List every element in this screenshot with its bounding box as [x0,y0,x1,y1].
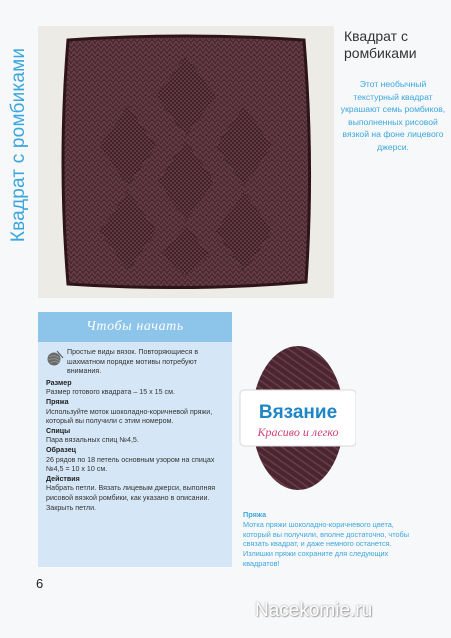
info-section [46,379,224,398]
section-heading: Размер [46,378,72,387]
section-heading: Пряжа [46,397,69,406]
yarn-skein-image [236,338,356,498]
info-box [38,312,232,567]
vertical-title [6,20,32,270]
section-title: Квадрат с ромбиками [344,28,417,61]
intro-text: Простые виды вязок. Повторяющиеся в шахматном порядке мотивы потребуют внимания. [67,348,199,376]
section-description: Этот необычный текстурный квадрат украшают семь ромбиков, выполненных рисовой вязкой на фоне лицевого джерси. [340,79,446,152]
watermark: Nacekomie.ru [255,600,373,621]
yarn-caption-heading: Пряжа [243,510,267,519]
section-text: Набрать петли. Вязать лицевым джерси, выполняя рисовой вязкой ромбики, как указано в описании. Закрыть петли. [46,484,216,512]
section-heading: Образец [46,445,77,454]
yarn-caption-text: Мотка пряжи шоколадно-коричневого цвета, который вы получили, вполне достаточно, чтобы связать квадрат, и даже немного останется. Излишки пряжи сохраните для следующих квадратов! [243,519,409,568]
yarn-caption [243,510,423,569]
section-text: Пара вязальных спиц №4,5. [46,436,139,445]
section-text: 26 рядов по 18 петель основным узором на спицах №4,5 = 10 х 10 см. [46,455,215,474]
section-heading: Действия [46,474,80,483]
info-box-body [38,342,232,513]
info-box-header: Чтобы начать [38,312,232,342]
info-section [46,475,224,513]
knitted-square-photo [38,26,334,298]
vertical-title-text: Квадрат с ромбиками [8,47,29,243]
info-section [46,427,224,446]
intro-row [46,348,224,377]
section-heading: Спицы [46,426,71,435]
yarn-brand: Вязание [258,402,338,423]
info-section [46,446,224,475]
info-section [46,398,224,427]
section-text: Используйте моток шоколадно-коричневой пряжи, который вы получили с этим номером. [46,407,213,426]
section-text: Размер готового квадрата – 15 х 15 см. [46,388,175,397]
page-number: 6 [36,576,44,591]
yarn-ball-icon [46,349,64,367]
yarn-tagline: Красиво и легко [257,425,339,439]
